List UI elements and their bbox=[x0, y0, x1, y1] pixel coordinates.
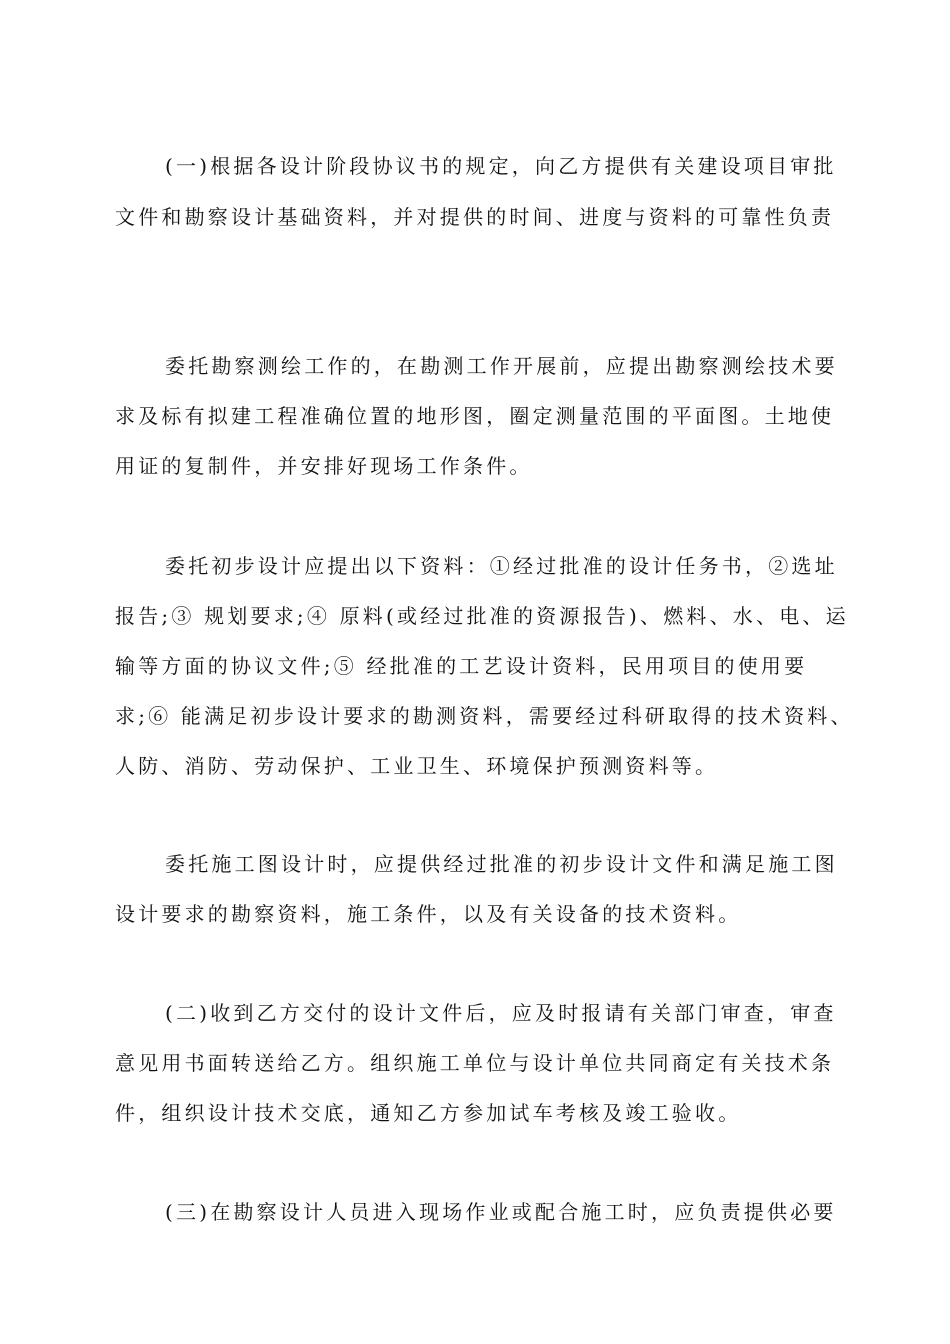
paragraph-line: 件，组织设计技术交底，通知乙方参加试车考核及竣工验收。 bbox=[115, 1101, 742, 1125]
paragraph-line: 求及标有拟建工程准确位置的地形图，圈定测量范围的平面图。土地使 bbox=[115, 404, 835, 428]
paragraph-line: 委托勘察测绘工作的，在勘测工作开展前，应提出勘察测绘技术要 bbox=[165, 354, 838, 378]
paragraph-line: 人防、消防、劳动保护、工业卫生、环境保护预测资料等。 bbox=[115, 754, 719, 778]
paragraph-line: 报告;③ 规划要求;④ 原料(或经过批准的资源报告)、燃料、水、电、运 bbox=[115, 604, 849, 628]
paragraph-line: (二)收到乙方交付的设计文件后，应及时报请有关部门审查，审查 bbox=[165, 1001, 837, 1025]
paragraph-line: (一)根据各设计阶段协议书的规定，向乙方提供有关建设项目审批 bbox=[165, 154, 837, 178]
paragraph-line: 文件和勘察设计基础资料，并对提供的时间、进度与资料的可靠性负责 bbox=[115, 205, 835, 229]
paragraph-line: 用证的复制件，并安排好现场工作条件。 bbox=[115, 454, 533, 478]
paragraph-line: 求;⑥ 能满足初步设计要求的勘测资料，需要经过科研取得的技术资料、 bbox=[115, 704, 854, 728]
paragraph-line: 委托初步设计应提出以下资料：①经过批准的设计任务书，②选址 bbox=[165, 554, 838, 578]
paragraph-line: 委托施工图设计时，应提供经过批准的初步设计文件和满足施工图 bbox=[165, 852, 838, 876]
paragraph-line: 设计要求的勘察资料，施工条件，以及有关设备的技术资料。 bbox=[115, 902, 742, 926]
paragraph-line: 意见用书面转送给乙方。组织施工单位与设计单位共同商定有关技术条 bbox=[115, 1051, 835, 1075]
paragraph-line: (三)在勘察设计人员进入现场作业或配合施工时，应负责提供必要 bbox=[165, 1200, 837, 1224]
paragraph-line: 输等方面的协议文件;⑤ 经批准的工艺设计资料，民用项目的使用要 bbox=[115, 654, 808, 678]
